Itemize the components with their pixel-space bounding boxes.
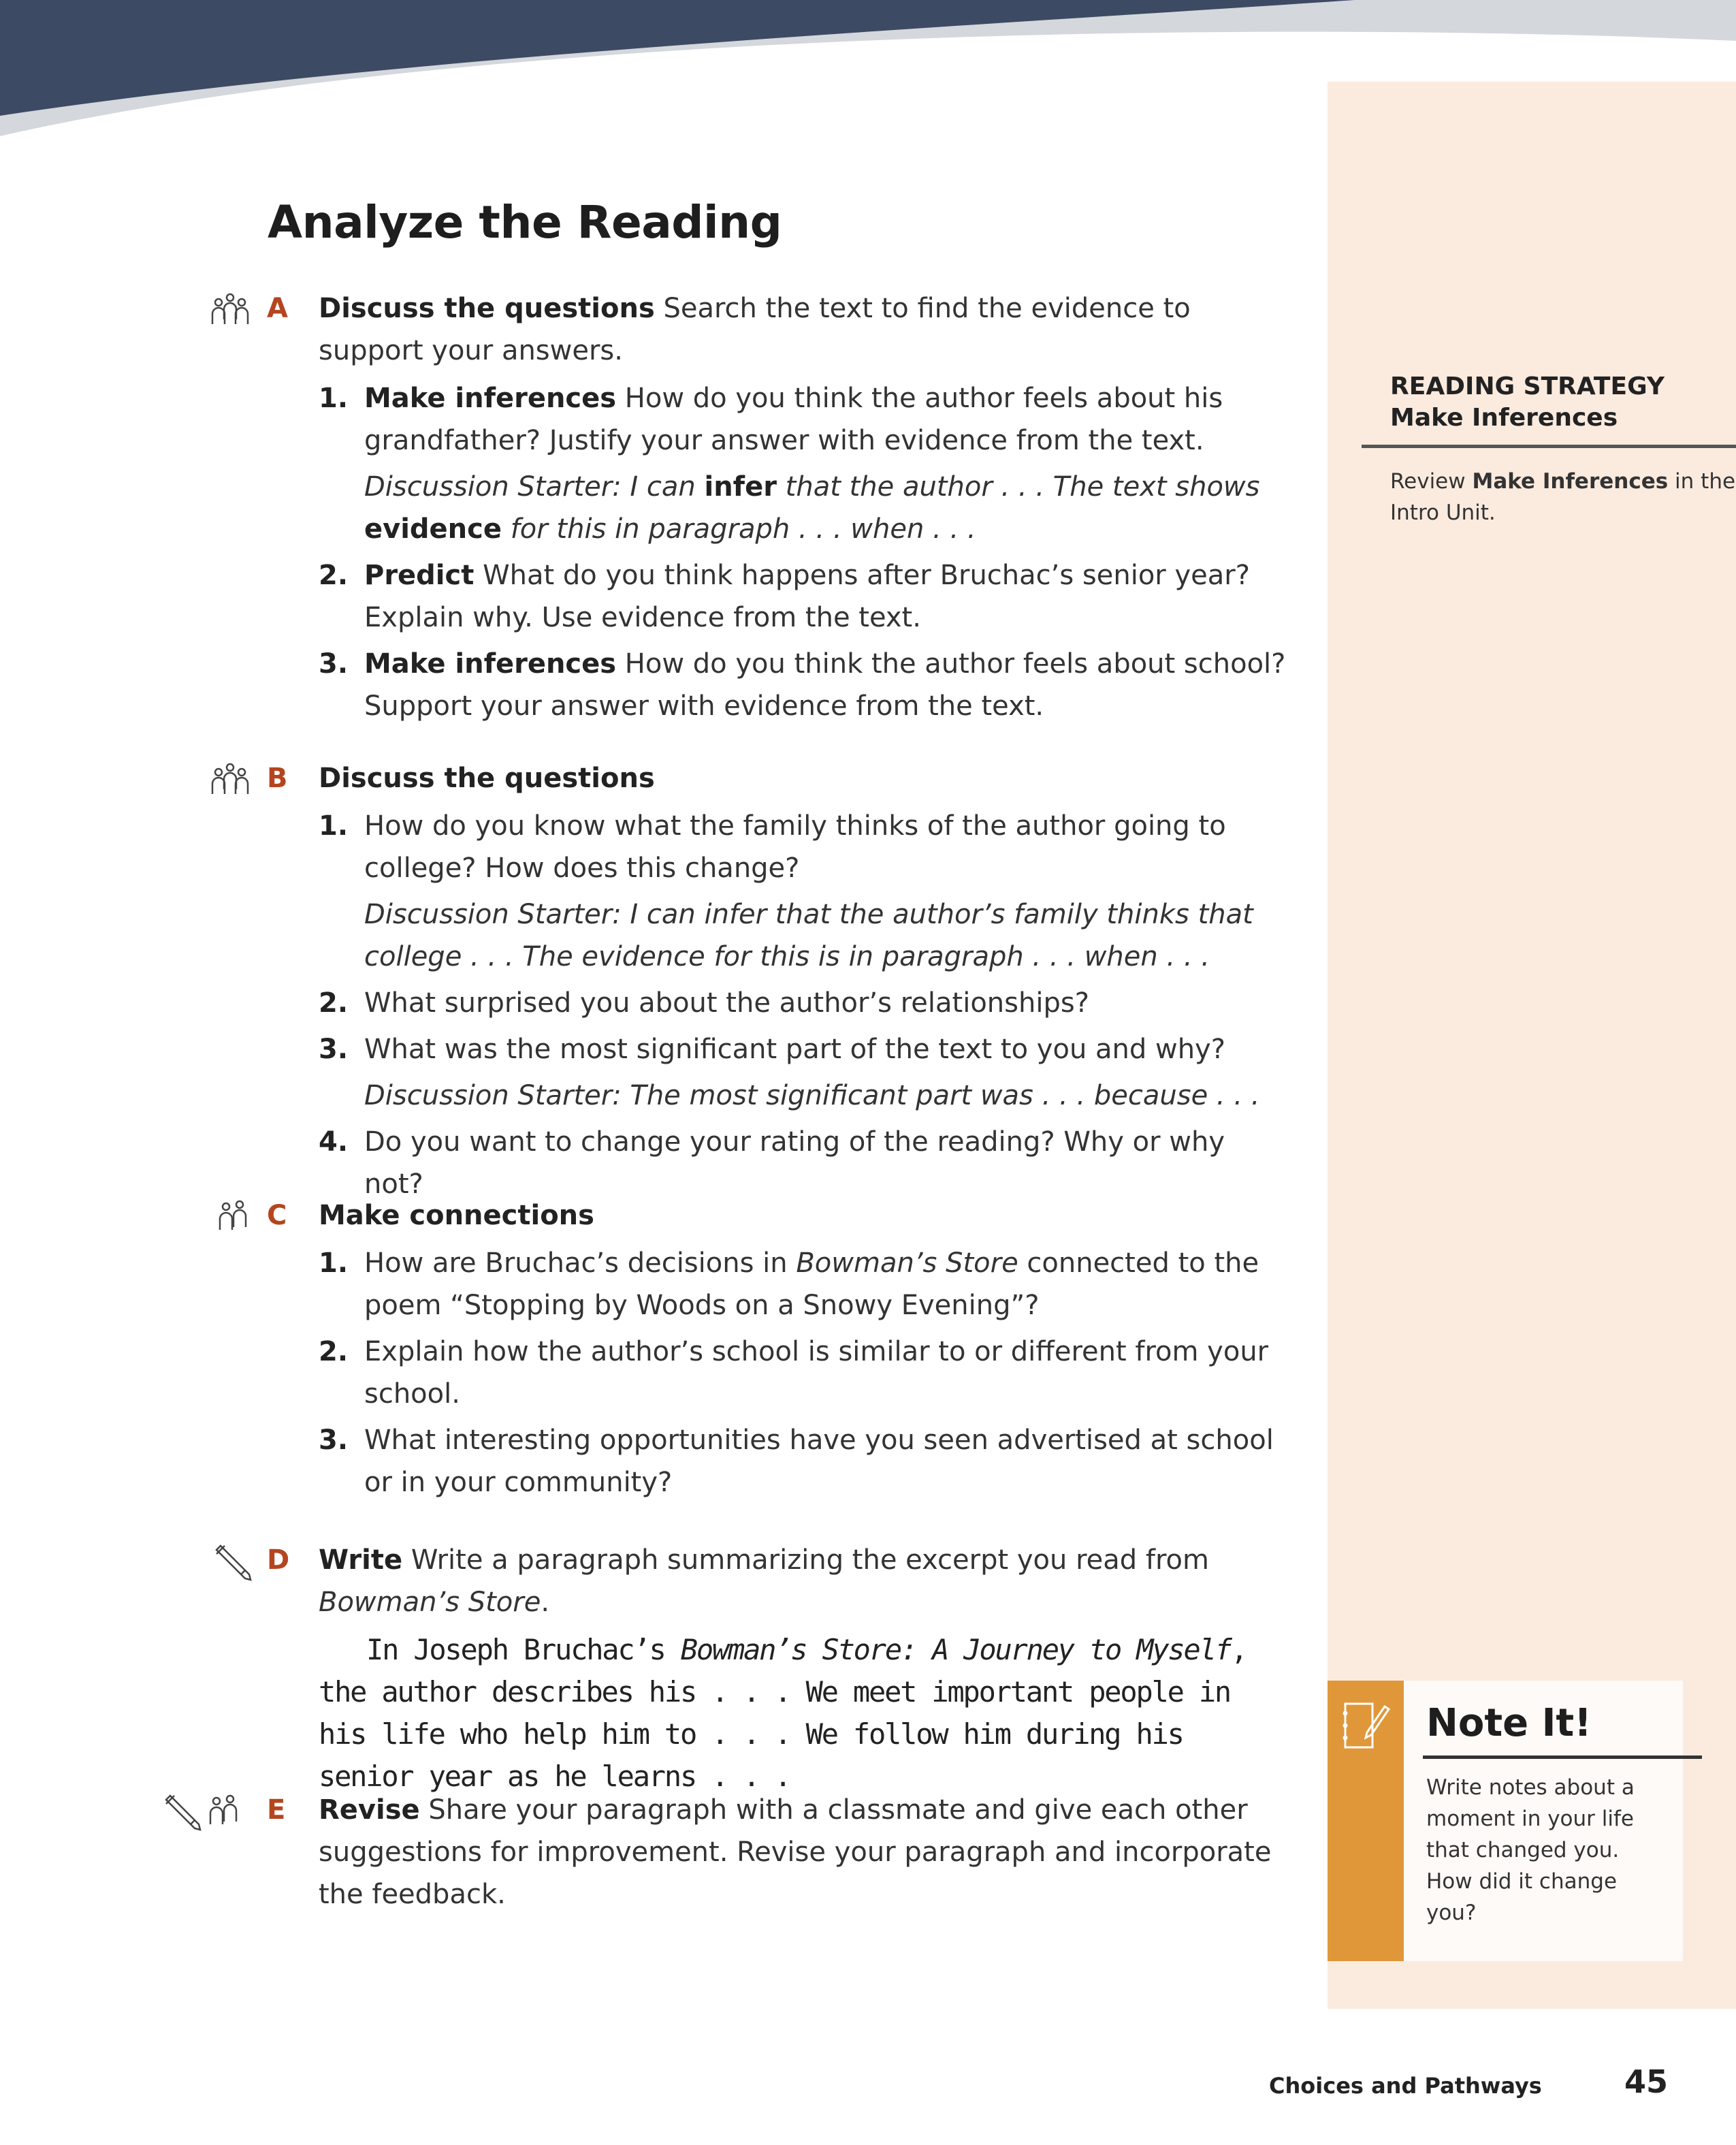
discussion-starter: Discussion Starter: I can infer that the author’s family thinks that college . . . The evidence for this is in paragraph . . . when . . .: [364, 899, 1253, 972]
page-number: 45: [1624, 2063, 1669, 2100]
section-a: [197, 287, 1287, 731]
list-item: 1. Make inferences How do you think the author feels about his grandfather? Justify your answer with evidence from the text. Discussion Starter: I can infer that the author . . . The text shows evidence for this in paragraph . . . when . . .: [319, 377, 1287, 550]
item-label: Make inferences: [364, 383, 617, 414]
section-letter: B: [267, 763, 288, 794]
section-d: D Write Write a paragraph summarizing the excerpt you read from Bowman’s Store. In Joseph Bruchac’s Bowman’s Store: A Journey to Myself, the author describes his . . . We meet important people in his life who help him to . . . We follow him during his senior year as he learns . . .: [197, 1539, 1287, 1798]
item-text: How do you know what the family thinks of the author going to college? How does this change?: [364, 810, 1226, 884]
item-label: Make inferences: [364, 648, 617, 680]
page-title: Analyze the Reading: [268, 196, 782, 249]
discussion-starter: Discussion Starter: The most significant part was . . . because . . .: [364, 1080, 1260, 1111]
pencil-icon: [215, 1543, 253, 1581]
section-title: Revise: [319, 1794, 420, 1826]
list-item: 1. How are Bruchac’s decisions in Bowman’s Store connected to the poem “Stopping by Woods on a Snowy Evening”?: [319, 1248, 1259, 1321]
list-item: 2. Predict What do you think happens after Bruchac’s senior year? Explain why. Use evidence from the text.: [319, 560, 1250, 633]
section-title: Make connections: [319, 1200, 594, 1231]
section-c: [197, 1194, 1287, 1508]
strategy-heading: READING STRATEGY: [1390, 372, 1665, 400]
section-letter: C: [267, 1200, 287, 1231]
item-text: How do you think the author feels about his grandfather? Justify your answer with evidence from the text.: [364, 383, 1223, 456]
pair-icon: [207, 1793, 241, 1830]
list-item: 3. What was the most significant part of the text to you and why? Discussion Starter: The most significant part was . . . because . . .: [319, 1028, 1287, 1117]
item-label: Predict: [364, 560, 475, 591]
list-item: 2. Explain how the author’s school is similar to or different from your school.: [319, 1336, 1269, 1410]
strategy-review: Review Make Inferences in the Intro Unit.: [1390, 469, 1736, 525]
list-item: 3. Make inferences How do you think the author feels about school? Support your answer with evidence from the text.: [319, 648, 1286, 722]
list-item: 4. Do you want to change your rating of the reading? Why or why not?: [319, 1126, 1225, 1200]
divider: [1423, 1755, 1702, 1759]
note-it-box: [1328, 1681, 1702, 1961]
list-item: 2. What surprised you about the author’s relationships?: [319, 987, 1089, 1019]
section-title: Write: [319, 1544, 403, 1576]
section-e: [197, 1789, 1287, 1916]
footer-label: Choices and Pathways: [1269, 2073, 1542, 2099]
pencil-icon: [165, 1793, 203, 1834]
pair-icon: [216, 1198, 251, 1237]
item-text: Explain how the author’s school is similar to or different from your school.: [364, 1336, 1269, 1410]
section-title: Discuss the questions: [319, 763, 655, 794]
section-letter: E: [267, 1794, 286, 1826]
item-text: How do you think the author feels about school? Support your answer with evidence from the text.: [364, 648, 1286, 722]
section-title: Discuss the questions: [319, 293, 655, 324]
item-text: What surprised you about the author’s relationships?: [364, 987, 1089, 1019]
model-paragraph: In Joseph Bruchac’s Bowman’s Store: A Journey to Myself, the author describes his . . . We meet important people in his life who help him to . . . We follow him during his senior year as he learns . . .: [319, 1633, 1247, 1793]
section-letter: D: [267, 1544, 290, 1576]
section-b: [197, 757, 1287, 1209]
item-text: What do you think happens after Bruchac’s senior year? Explain why. Use evidence from the text.: [364, 560, 1250, 633]
group-icon: [210, 291, 251, 330]
notepad-pencil-icon: [1328, 1687, 1404, 1769]
note-title: Note It!: [1426, 1701, 1592, 1745]
item-text: Do you want to change your rating of the reading? Why or why not?: [364, 1126, 1225, 1200]
list-item: 3. What interesting opportunities have you seen advertised at school or in your community?: [319, 1425, 1274, 1498]
section-instructions: Search the text to find the evidence to support your answers.: [319, 293, 1191, 366]
discussion-starter: Discussion Starter: I can infer that the author . . . The text shows evidence for this in paragraph . . . when . . .: [364, 471, 1260, 545]
group-icon: [210, 761, 251, 799]
strategy-name: Make Inferences: [1390, 404, 1618, 432]
section-letter: A: [267, 293, 288, 324]
item-text: What was the most significant part of the text to you and why?: [364, 1034, 1225, 1065]
divider: [1362, 445, 1736, 448]
note-text: Write notes about a moment in your life that changed you. How did it change you?: [1426, 1775, 1635, 1925]
item-text: What interesting opportunities have you seen advertised at school or in your community?: [364, 1425, 1274, 1498]
reading-strategy-box: [1390, 371, 1736, 528]
section-instructions: Share your paragraph with a classmate and give each other suggestions for improvement. Revise your paragraph and incorporate the feedback.: [319, 1794, 1272, 1910]
list-item: 1. How do you know what the family thinks of the author going to college? How does this change? Discussion Starter: I can infer that the author’s family thinks that college . . . The evidence for this is in paragraph . . . when . . .: [319, 805, 1287, 978]
